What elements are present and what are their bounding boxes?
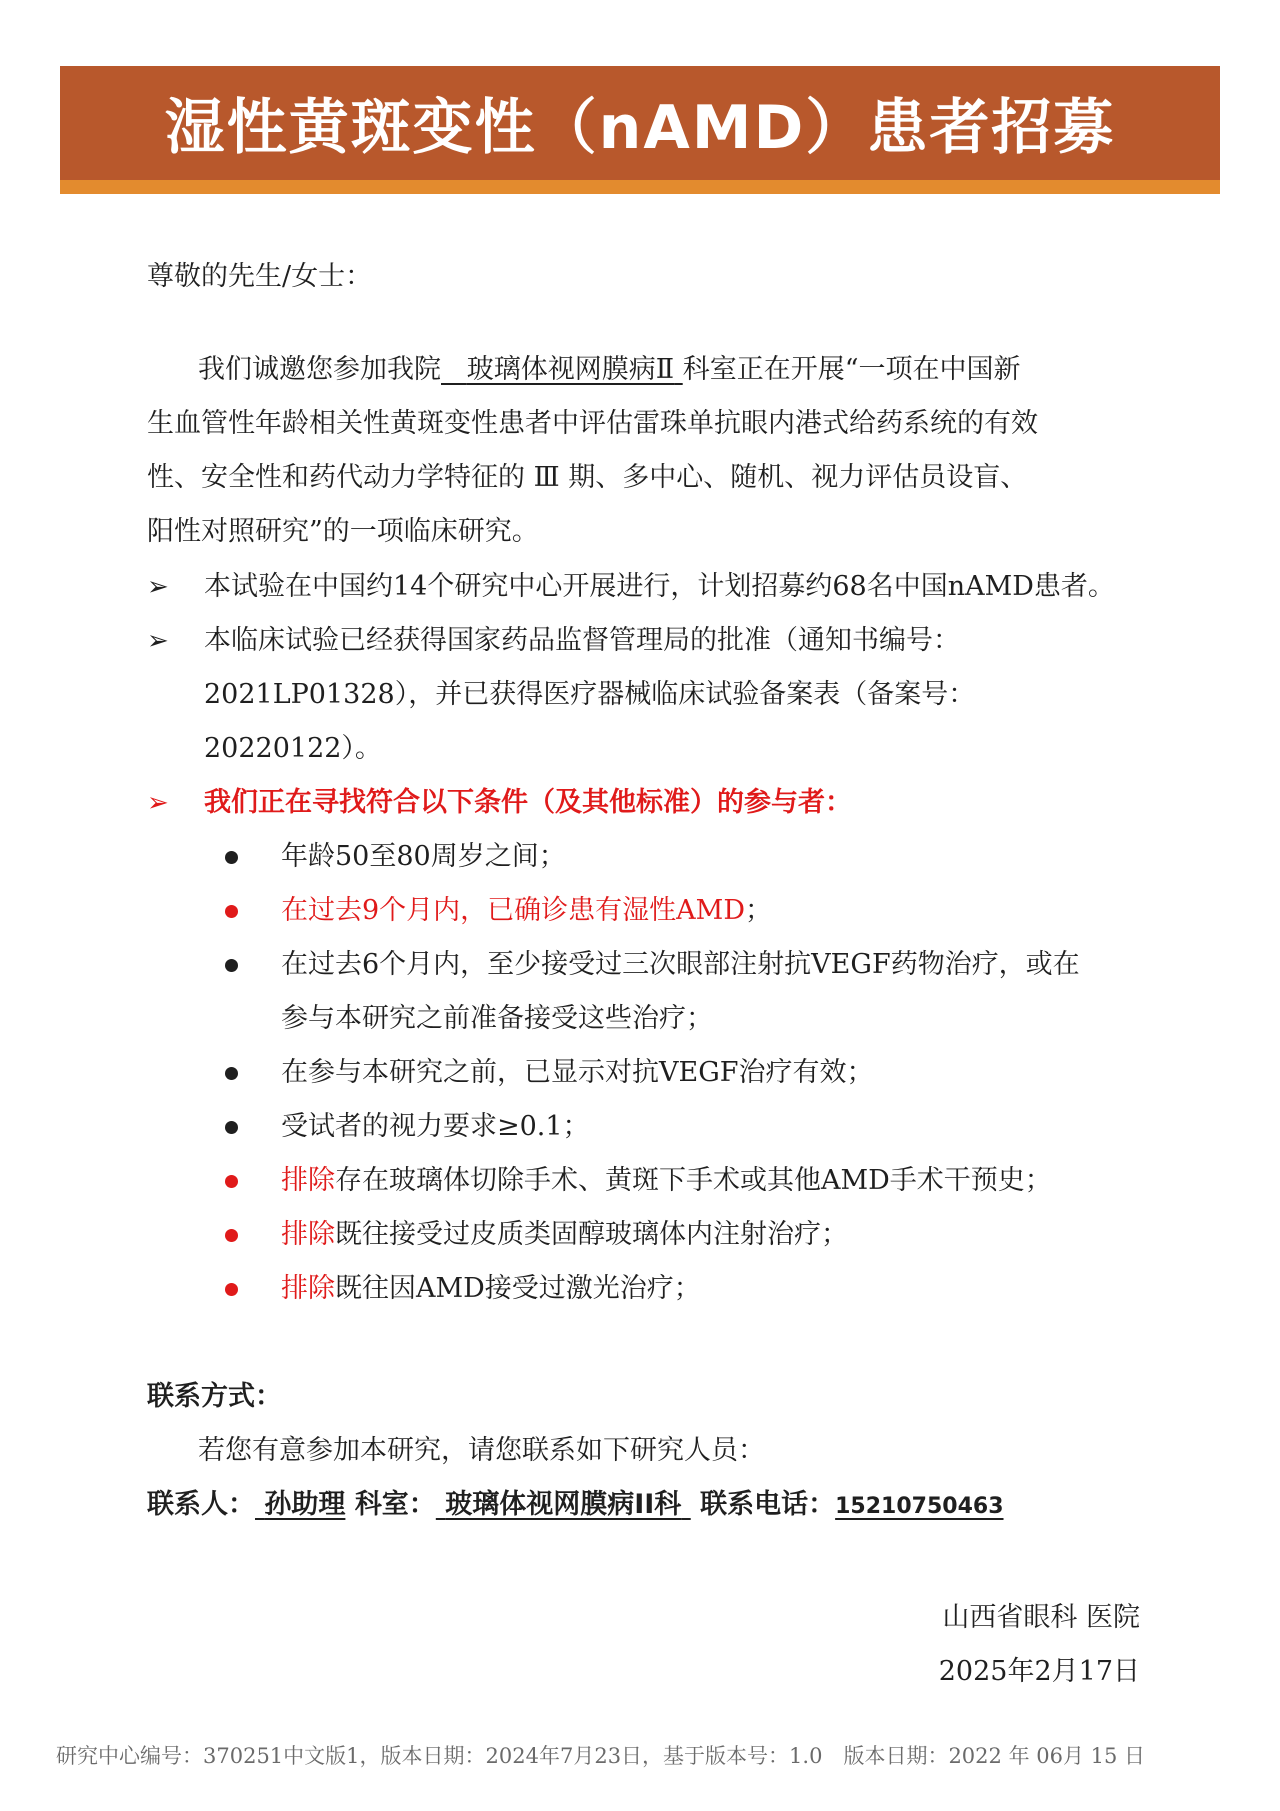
criterion-3-line-2: 参与本研究之前准备接受这些治疗；: [281, 1003, 713, 1034]
title-underline: [60, 180, 1220, 194]
intro-line-4: 阳性对照研究”的一项临床研究。: [147, 516, 539, 547]
point-3: 我们正在寻找符合以下条件（及其他标准）的参与者：: [204, 787, 852, 818]
contact-department: 玻璃体视网膜病II科: [445, 1489, 682, 1520]
point-1: 本试验在中国约14个研究中心开展进行，计划招募约68名中国nAMD患者。: [204, 571, 1115, 602]
intro-department: 玻璃体视网膜病Ⅱ: [466, 354, 675, 385]
criterion-6: 排除存在玻璃体切除手术、黄斑下手术或其他AMD手术干预史；: [281, 1165, 1052, 1196]
bullet-dot-icon: [225, 1283, 238, 1296]
bullet-dot-icon: [225, 905, 238, 918]
criterion-4: 在参与本研究之前，已显示对抗VEGF治疗有效；: [281, 1057, 874, 1088]
bullet-dot-icon: [225, 1121, 238, 1134]
contact-phone[interactable]: 15210750463: [835, 1494, 1004, 1519]
signature-hospital: 山西省眼科 医院: [942, 1602, 1140, 1633]
contact-heading: 联系方式：: [147, 1381, 282, 1412]
bullet-dot-icon: [225, 1229, 238, 1242]
point-2-line-1: 本临床试验已经获得国家药品监督管理局的批准（通知书编号：: [204, 625, 960, 656]
footer-version-info: 研究中心编号：370251中文版1，版本日期：2024年7月23日，基于版本号：1.0 版本日期：2022 年 06月 15 日: [56, 1744, 1146, 1768]
arrow-bullet-icon: ➢: [147, 572, 169, 602]
contact-line: 联系人： 孙助理 科室： 玻璃体视网膜病II科 联系电话：15210750463: [147, 1489, 1004, 1520]
bullet-dot-icon: [225, 1067, 238, 1080]
page-title: 湿性黄斑变性（nAMD）患者招募: [164, 93, 1116, 163]
intro-line-3: 性、安全性和药代动力学特征的 Ⅲ 期、多中心、随机、视力评估员设盲、: [147, 462, 1028, 493]
bullet-dot-icon: [225, 959, 238, 972]
point-2-line-3: 20220122）。: [204, 733, 382, 764]
criterion-2: 在过去9个月内，已确诊患有湿性AMD；: [281, 895, 772, 926]
criterion-8: 排除既往因AMD接受过激光治疗；: [281, 1273, 701, 1304]
contact-person: 孙助理: [264, 1489, 346, 1520]
signature-date: 2025年2月17日: [938, 1656, 1140, 1687]
point-2-line-2: 2021LP01328），并已获得医疗器械临床试验备案表（备案号：: [204, 679, 976, 710]
intro-line-2: 生血管性年龄相关性黄斑变性患者中评估雷珠单抗眼内港式给药系统的有效: [147, 408, 1038, 439]
arrow-bullet-icon: ➢: [147, 788, 169, 818]
criterion-7: 排除既往接受过皮质类固醇玻璃体内注射治疗；: [281, 1219, 848, 1250]
criterion-3-line-1: 在过去6个月内，至少接受过三次眼部注射抗VEGF药物治疗，或在: [281, 949, 1080, 980]
contact-intro: 若您有意参加本研究，请您联系如下研究人员：: [198, 1435, 765, 1466]
arrow-bullet-icon: ➢: [147, 626, 169, 656]
criterion-1: 年龄50至80周岁之间；: [281, 841, 566, 872]
bullet-dot-icon: [225, 1175, 238, 1188]
bullet-dot-icon: [225, 851, 238, 864]
intro-line-1: [198, 343, 1021, 397]
intro-after-department: 科室正在开展“一项在中国新: [682, 354, 1021, 385]
greeting: 尊敬的先生/女士：: [147, 261, 373, 292]
criterion-5: 受试者的视力要求≥0.1；: [281, 1111, 590, 1142]
title-banner: [60, 66, 1220, 180]
intro-lead: 我们诚邀您参加我院: [198, 354, 441, 385]
